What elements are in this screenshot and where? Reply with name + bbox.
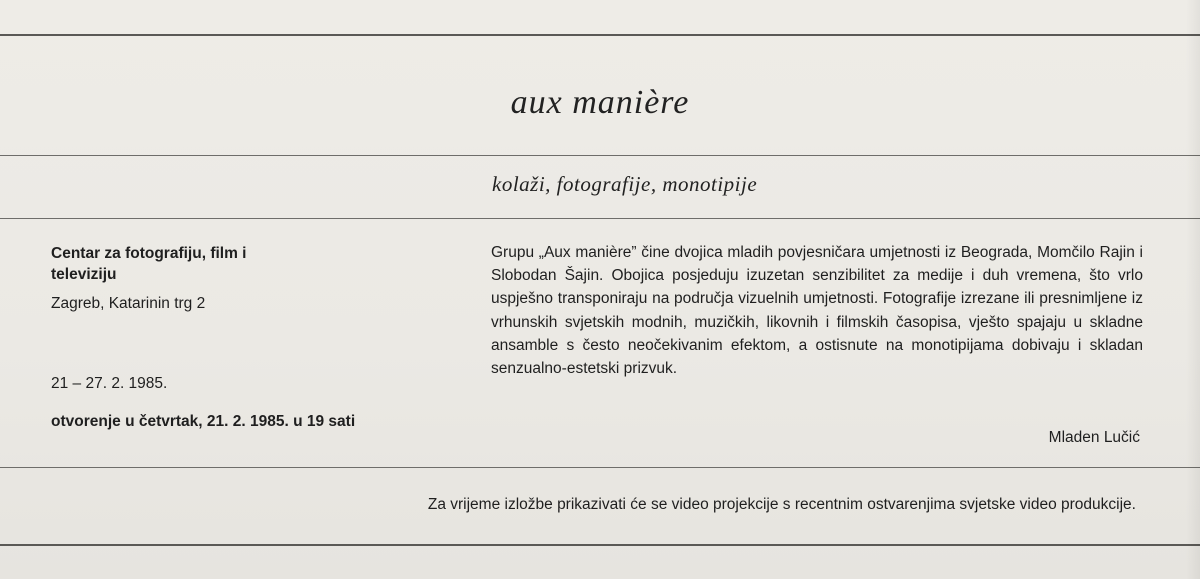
exhibition-title: aux manière bbox=[510, 84, 690, 121]
video-note: Za vrijeme izložbe prikazivati će se video projekcije s recentnim ostvarenjima svjetske video produkcije. bbox=[427, 496, 1136, 513]
venue-block bbox=[51, 243, 311, 314]
venue-name: Centar za fotografiju, film i televiziju bbox=[51, 245, 247, 283]
top-rule bbox=[0, 34, 1200, 36]
author-signature: Mladen Lučić bbox=[1048, 429, 1140, 446]
exhibition-subtitle: kolaži, fotografije, monotipije bbox=[492, 172, 758, 196]
venue-address: Zagreb, Katarinin trg 2 bbox=[51, 295, 206, 312]
body-rule bbox=[0, 467, 1200, 468]
subtitle-rule bbox=[0, 218, 1200, 219]
bottom-rule bbox=[0, 544, 1200, 546]
opening-info: otvorenje u četvrtak, 21. 2. 1985. u 19 sati bbox=[51, 413, 356, 430]
description-text: Grupu „Aux manière” čine dvojica mladih povjesničara umjetnosti iz Beograda, Momčilo Rajin i Slobodan Šajin. Obojica posjeduju izuzetan senzibilitet za medije i duh vremena, što vrlo uspješno transponiraju na područja vizuelnih umjetnosti. Fotografije izrezane ili presnimljene iz vrhunskih svjetskih modnih, muzičkih, likovnih i filmskih časopisa, vješto spajaju u skladne ansamble s često neočekivanim efektom, a ostisnute na monotipijama dobivaju i skladan senzualno-estetski prizvuk. bbox=[491, 244, 1143, 378]
title-rule bbox=[0, 155, 1200, 156]
exhibition-dates: 21 – 27. 2. 1985. bbox=[51, 375, 168, 392]
